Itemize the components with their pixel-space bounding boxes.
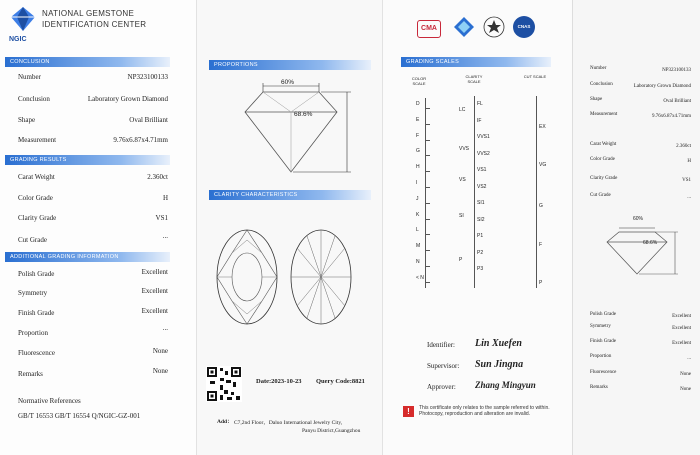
brand-short: NGIC — [9, 36, 27, 43]
remarks-label: Remarks — [18, 370, 43, 378]
clarity-group-label: LC — [459, 107, 466, 113]
stub-row-value: 9.76x6.87x4.71mm — [651, 114, 691, 119]
grading-scales-heading: GRADING SCALES — [401, 57, 551, 67]
proportions-heading: PROPORTIONS — [209, 60, 371, 70]
color-grade-value: H — [162, 194, 168, 202]
cma-text: CMA — [421, 25, 437, 32]
blue-diamond-badge-icon — [453, 16, 475, 38]
brand-name-line2: IDENTIFICATION CENTER — [42, 20, 147, 29]
conclusion-shape-label: Shape — [18, 116, 36, 124]
color-scale-tick — [425, 171, 430, 172]
clarity-scale-line — [474, 96, 475, 288]
address-line2: Panyu District,Guangzhou — [302, 428, 361, 434]
depth-percentage: 68.6% — [294, 111, 313, 118]
identifier-signature: Lin Xuefen — [475, 338, 522, 349]
carat-weight-value: 2.360ct — [147, 173, 168, 181]
clarity-scale-grade: P1 — [477, 233, 484, 239]
clarity-scale-grade: VS2 — [477, 183, 487, 190]
clarity-scale-grade: P3 — [477, 266, 484, 272]
stub-row-value: ... — [687, 195, 691, 200]
conclusion-heading: CONCLUSION — [5, 57, 170, 67]
table-percentage: 60% — [281, 79, 295, 86]
clarity-scale-grade: IF — [477, 117, 482, 124]
stub-row-label: Clarity Grade — [590, 176, 618, 181]
color-scale-grade: L — [416, 227, 419, 234]
stub-row-value: H — [687, 159, 691, 164]
clarity-scale-grade: FL — [477, 101, 483, 107]
stub-row-label: Conclusion — [590, 82, 613, 87]
carat-weight-label: Carat Weight — [18, 173, 55, 181]
color-scale-grade: I — [416, 180, 418, 186]
stub-row-label: Cut Grade — [590, 193, 611, 198]
stub-row-value: Laboratory Grown Diamond — [633, 84, 691, 89]
panel-grading-scales — [382, 0, 573, 455]
ngic-logo — [8, 5, 38, 35]
stub-row-value: VS1 — [682, 178, 691, 183]
cut-scale-line — [536, 96, 537, 288]
proportion-value: ... — [162, 324, 168, 332]
symmetry-value: Excellent — [141, 287, 168, 295]
color-scale-grade: E — [416, 116, 420, 123]
references-text: GB/T 16553 GB/T 16554 Q/NGIC-GZ-001 — [18, 412, 141, 420]
cnas-text: CNAS — [517, 24, 531, 29]
query-code: Query Code:8821 — [316, 378, 365, 385]
clarity-group-label: VVS — [459, 146, 470, 152]
warning-icon: ! — [403, 406, 414, 417]
brand-name-line1: NATIONAL GEMSTONE — [42, 9, 135, 18]
stub-row-label: Carat Weight — [590, 142, 617, 147]
stub-row-label: Symmetry — [590, 324, 611, 329]
color-scale-grade: K — [416, 211, 420, 218]
approver-label: Approver: — [427, 383, 456, 391]
address-label: Add： — [217, 419, 233, 425]
stub-row-value: None — [680, 387, 691, 392]
clarity-group-label: P — [459, 257, 463, 263]
supervisor-label: Supervisor: — [427, 362, 460, 370]
color-scale-tick — [425, 108, 430, 109]
qr-code — [206, 366, 242, 402]
stub-depth-percentage: 68.6% — [643, 240, 658, 246]
stub-row-value: NP323100133 — [662, 68, 691, 73]
stub-row-label: Shape — [590, 97, 603, 102]
proportion-diagram — [211, 72, 371, 180]
finish-grade-label: Finish Grade — [18, 309, 55, 317]
cma-logo — [417, 20, 441, 38]
clarity-group-label: VS — [459, 177, 466, 183]
stub-row-label: Measurement — [590, 112, 618, 117]
cut-scale-grade: G — [539, 203, 543, 209]
fluorescence-value: None — [152, 347, 168, 355]
fluorescence-label: Fluorescence — [18, 349, 55, 357]
cut-scale-title: CUT SCALE — [523, 74, 547, 79]
color-scale-tick — [425, 234, 430, 235]
clarity-scale-grade: VS1 — [477, 167, 487, 173]
panel-stub — [572, 0, 700, 455]
stub-proportion-diagram — [589, 222, 689, 276]
stub-row-label: Finish Grade — [590, 339, 616, 344]
conclusion-number-label: Number — [18, 73, 41, 81]
clarity-scale-grade: SI1 — [477, 200, 485, 206]
references-title: Normative References — [18, 397, 81, 405]
color-scale-tick — [425, 250, 430, 251]
stub-row-value: ... — [687, 356, 691, 361]
identifier-label: Identifier: — [427, 341, 455, 349]
symmetry-label: Symmetry — [18, 289, 48, 297]
stub-row-label: Polish Grade — [590, 312, 616, 317]
color-scale-line — [425, 98, 426, 288]
cut-scale-grade: F — [539, 242, 543, 248]
color-scale-grade: D — [416, 101, 420, 107]
stub-row-value: Excellent — [672, 314, 691, 319]
conclusion-conclusion-label: Conclusion — [18, 95, 50, 103]
stub-row-label: Fluorescence — [590, 370, 617, 375]
conclusion-shape-value: Oval Brilliant — [129, 116, 168, 124]
clarity-plot-pavilion — [289, 228, 353, 326]
color-scale-grade: H — [416, 164, 420, 171]
color-scale-grade: < N — [416, 274, 424, 281]
clarity-scale-grade: P2 — [477, 249, 484, 256]
color-scale-tick — [425, 140, 430, 141]
cut-scale-grade: EX — [539, 124, 546, 130]
stub-row-label: Proportion — [590, 354, 612, 359]
color-scale-tick — [425, 155, 430, 156]
stub-row-value: None — [680, 372, 691, 377]
conclusion-number-value: NP323100133 — [127, 73, 168, 81]
color-scale-title: COLOR SCALE — [411, 76, 427, 86]
stub-row-value: Excellent — [672, 341, 691, 346]
color-scale-tick — [425, 219, 430, 220]
issue-date: Date:2023-10-23 — [256, 378, 302, 385]
color-scale-tick — [425, 187, 430, 188]
finish-grade-value: Excellent — [141, 307, 168, 315]
grading-results-heading: GRADING RESULTS — [5, 155, 170, 165]
clarity-scale-grade: SI2 — [477, 216, 485, 223]
panel-conclusion — [0, 0, 196, 455]
clarity-plot-crown — [215, 228, 279, 326]
stub-row-value: 2.360ct — [676, 144, 691, 149]
color-scale-grade: F — [416, 132, 420, 139]
cut-scale-grade: P — [539, 280, 543, 286]
clarity-grade-label: Clarity Grade — [18, 214, 57, 222]
color-scale-grade: M — [416, 243, 421, 250]
polish-grade-label: Polish Grade — [18, 270, 55, 278]
remarks-value: None — [152, 367, 168, 375]
proportion-label: Proportion — [18, 329, 48, 337]
stub-row-label: Number — [590, 66, 607, 71]
stub-row-label: Color Grade — [590, 157, 615, 162]
conclusion-measurement-value: 9.76x6.87x4.71mm — [113, 136, 168, 144]
polish-grade-value: Excellent — [141, 268, 168, 276]
stub-row-value: Oval Brilliant — [663, 99, 691, 104]
star-seal-icon — [483, 16, 505, 38]
supervisor-signature: Sun Jingna — [475, 359, 524, 370]
color-scale-grade: N — [416, 259, 420, 265]
diamond-logo-icon — [8, 5, 38, 35]
color-scale-tick — [425, 266, 430, 267]
panel-proportions — [196, 0, 383, 455]
cut-grade-value: ... — [162, 232, 168, 240]
color-grade-label: Color Grade — [18, 194, 53, 202]
conclusion-conclusion-value: Laboratory Grown Diamond — [87, 95, 168, 103]
color-scale-grade: G — [416, 148, 420, 155]
approver-signature: Zhang Mingyun — [475, 380, 536, 390]
clarity-group-label: SI — [459, 213, 464, 219]
clarity-scale-title: CLARITY SCALE — [465, 74, 483, 84]
cnas-seal — [513, 16, 535, 38]
stub-row-label: Remarks — [590, 385, 608, 390]
color-scale-tick — [425, 124, 430, 125]
cut-scale-grade: VG — [539, 162, 547, 168]
color-scale-grade: J — [416, 195, 419, 202]
stub-row-value: Excellent — [672, 326, 691, 331]
clarity-scale-grade: VVS2 — [477, 150, 490, 157]
additional-heading: ADDITIONAL GRADING INFORMATION — [5, 252, 170, 262]
color-scale-tick — [425, 282, 430, 283]
color-scale-tick — [425, 203, 430, 204]
clarity-heading: CLARITY CHARACTERISTICS — [209, 190, 371, 200]
clarity-scale-grade: VVS1 — [477, 134, 490, 140]
stub-table-percentage: 60% — [633, 216, 644, 222]
conclusion-measurement-label: Measurement — [18, 136, 57, 144]
cut-grade-label: Cut Grade — [18, 236, 47, 244]
address-line1: C7,2nd Floor，Daluo International Jewelry City, — [234, 420, 343, 426]
clarity-grade-value: VS1 — [155, 214, 168, 222]
validity-notice: This certificate only relates to the sample referred to within. Photocopy, reproduction and alteration are invalid. — [419, 405, 550, 418]
